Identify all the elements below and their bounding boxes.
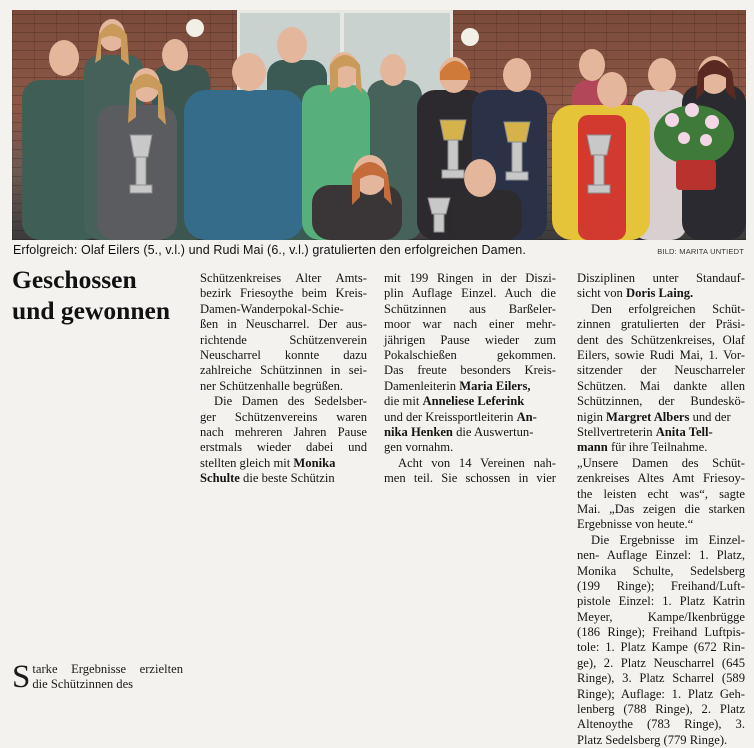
text-line: jährigen Pause wieder zum bbox=[384, 332, 556, 347]
text-line: stellten gleich mit Monika bbox=[200, 455, 336, 470]
text-line: ner Schützenhalle begrüßen. bbox=[200, 378, 344, 393]
text-line: the leisten echt was“, sagte bbox=[577, 486, 745, 501]
text-line: mann für ihre Teilnahme. bbox=[577, 440, 708, 455]
text-line: zinnen gratulierten der Präsi- bbox=[577, 317, 745, 332]
text-line: moor war nach einer mehr- bbox=[384, 317, 556, 332]
text-line: nach mehreren Jahren Pause bbox=[200, 424, 367, 439]
text-line: sitzender der Neuscharreler bbox=[577, 363, 745, 378]
text-line: nen- Auflage Einzel: 1. Platz, bbox=[577, 548, 745, 563]
intro-line: die Schützinnen des bbox=[32, 677, 134, 692]
text-line: ger Schützenvereins waren bbox=[200, 409, 367, 424]
text-line: plin Auflage Einzel. Auch die bbox=[384, 286, 556, 301]
text-line: nigin Margret Albers und der bbox=[577, 409, 731, 424]
text-line: Neuscharrel konnte dazu bbox=[200, 347, 367, 362]
text-line: Schützenkreises Alter Amts- bbox=[200, 271, 367, 285]
text-line: tole: 1. Platz Kampe (672 Rin- bbox=[577, 640, 745, 655]
text-line: zahlreiche Schützinnen in sei- bbox=[200, 363, 367, 378]
headline-line-1: Geschossen bbox=[12, 265, 137, 294]
text-line: mit 199 Ringen in der Diszi- bbox=[384, 271, 556, 285]
photo-caption: Erfolgreich: Olaf Eilers (5., v.l.) und Rudi Mai (6., v.l.) gratulierten den erfolgreichen Damen. bbox=[13, 243, 526, 257]
text-line: Die Damen des Sedelsber- bbox=[214, 394, 367, 409]
text-line: Die Ergebnisse im Einzel- bbox=[591, 532, 745, 547]
text-line: Damenleiterin Maria Eilers, bbox=[384, 378, 531, 393]
text-line: Das freute besonders Kreis- bbox=[384, 363, 556, 378]
text-line: Altenoythe (783 Ringe), 3. bbox=[577, 717, 745, 732]
text-line: Pokalschießen gekommen. bbox=[384, 347, 556, 362]
text-line: Den erfolgreichen Schüt- bbox=[591, 301, 745, 316]
text-line: Meyer, Kampe/Ikenbrügge bbox=[577, 609, 745, 624]
text-line: Schützinnen aus Barßeler- bbox=[384, 301, 556, 316]
article-column-3 bbox=[577, 271, 745, 748]
text-line: erstmals wieder dabei und bbox=[200, 440, 367, 455]
photo-credit: BILD: MARITA UNTIEDT bbox=[657, 247, 744, 256]
article-headline bbox=[12, 264, 192, 326]
text-line: Mai. „Das zeigen die starken bbox=[577, 501, 745, 516]
text-line: (186 Ringe); Freihand Luftpis- bbox=[577, 625, 745, 640]
text-line: (199 Ringe); Freihand/Luft- bbox=[577, 578, 745, 593]
text-line: sicht von Doris Laing. bbox=[577, 286, 694, 301]
text-line: Stellvertreterin Anita Tell- bbox=[577, 424, 713, 439]
text-line: men teil. Sie schossen in vier bbox=[384, 471, 556, 486]
article-intro bbox=[12, 659, 183, 695]
text-line: Monika Schulte, Sedelsberg bbox=[577, 563, 745, 578]
text-line: ge), 2. Platz Neuscharrel (645 bbox=[577, 655, 745, 670]
text-line: ßen in Neuscharrel. Der aus- bbox=[200, 317, 367, 332]
text-line: Eilers, sowie Rudi Mai, 1. Vor- bbox=[577, 347, 745, 362]
text-line: bezirk Friesoythe beim Kreis- bbox=[200, 286, 367, 301]
group-photo bbox=[12, 10, 746, 240]
text-line: dent des Schützenkreises, Olaf bbox=[577, 332, 745, 347]
text-line: Disziplinen unter Standauf- bbox=[577, 271, 745, 285]
text-line: Damen-Wanderpokal-Schie- bbox=[200, 301, 344, 316]
text-line: Ergebnisse von heute.“ bbox=[577, 517, 694, 532]
headline-line-2: und gewonnen bbox=[12, 296, 171, 325]
text-line: Schützinnen, der Bundeskö- bbox=[577, 394, 745, 409]
text-line: Platz Sedelsberg (779 Ringe). bbox=[577, 732, 728, 747]
text-line: „Unsere Damen des Schüt- bbox=[577, 455, 745, 470]
text-line: zenkreises Altes Amt Friesoy- bbox=[577, 471, 745, 486]
article-column-2 bbox=[384, 271, 556, 487]
text-line: Schulte die beste Schützin bbox=[200, 471, 335, 486]
text-line: Ringe); Auflage: 1. Platz Geh- bbox=[577, 686, 745, 701]
text-line: lenberg (788 Ringe), 2. Platz bbox=[577, 702, 745, 717]
intro-line: tarke Ergebnisse erzielten bbox=[32, 662, 183, 676]
article-column-1 bbox=[200, 271, 367, 487]
text-line: und der Kreissportleiterin An- bbox=[384, 409, 537, 424]
text-line: Schützen. Mai dankte allen bbox=[577, 378, 745, 393]
text-line: Acht von 14 Vereinen nah- bbox=[398, 455, 556, 470]
text-line: die mit Anneliese Leferink bbox=[384, 394, 525, 409]
text-line: richtende Schützenverein bbox=[200, 332, 367, 347]
photo-people-illustration bbox=[12, 10, 746, 240]
drop-cap: S bbox=[12, 659, 31, 695]
text-line: nika Henken die Auswertun- bbox=[384, 424, 534, 439]
text-line: gen vornahm. bbox=[384, 440, 454, 455]
text-line: pistole Einzel: 1. Platz Katrin bbox=[577, 594, 745, 609]
text-line: Ringe), 3. Platz Scharrel (589 bbox=[577, 671, 745, 686]
